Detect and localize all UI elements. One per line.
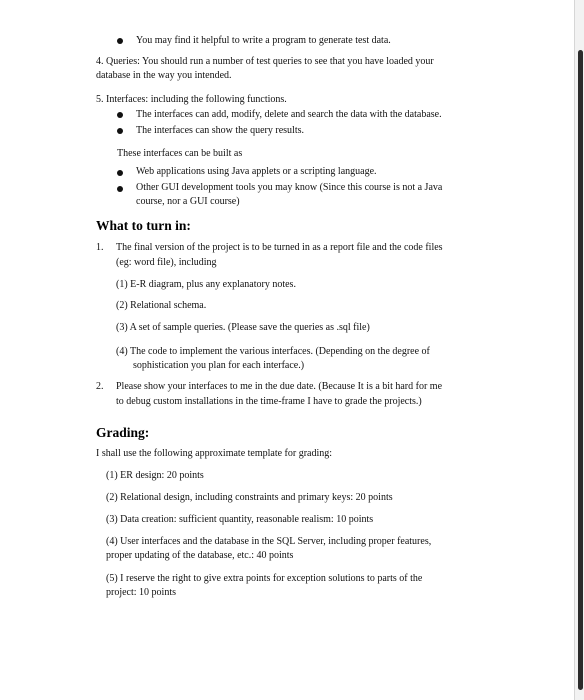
turn-in-subitem-4-line-1: (4) The code to implement the various interfaces. (Depending on the degree of [116,346,430,357]
option-web-apps: Web applications using Java applets or a scripting language. [136,166,377,177]
queries-line-2: database in the way you intended. [96,70,232,81]
turn-in-item-1-number: 1. [96,242,104,253]
bullet-icon [117,186,123,192]
grading-item-2: (2) Relational design, including constraints and primary keys: 20 points [106,492,393,503]
grading-item-4-line-1: (4) User interfaces and the database in the SQL Server, including proper features, [106,536,432,547]
turn-in-item-2-line-2: to debug custom installations in the time-frame I have to grade the projects.) [116,396,422,407]
grading-item-5-line-1: (5) I reserve the right to give extra points for exception solutions to parts of the [106,573,423,584]
turn-in-subitem-4-line-2: sophistication you plan for each interface.) [133,360,305,371]
turn-in-item-1-line-2: (eg: word file), including [116,257,217,268]
bullet-icon [117,170,123,176]
bullet-icon [117,38,123,44]
grading-intro: I shall use the following approximate template for grading: [96,448,333,459]
grading-item-5-line-2: project: 10 points [106,587,176,598]
option-gui-tools: Other GUI development tools you may know (Since this course is not a Java [136,182,443,193]
grading-heading: Grading: [96,425,150,440]
turn-in-subitem-2: (2) Relational schema. [116,300,207,311]
built-as-text: These interfaces can be built as [117,148,243,159]
turn-in-subitem-3: (3) A set of sample queries. (Please save the queries as .sql file) [116,322,370,333]
grading-item-4-line-2: proper updating of the database, etc.: 40 points [106,550,294,561]
intro-bullet-text: You may find it helpful to write a program to generate test data. [136,35,391,46]
turn-in-subitem-1: (1) E-R diagram, plus any explanatory notes. [116,279,296,290]
grading-item-1: (1) ER design: 20 points [106,470,204,481]
interfaces-bullet-1: The interfaces can add, modify, delete and search the data with the database. [136,109,442,120]
turn-in-heading: What to turn in: [96,218,191,233]
grading-item-3: (3) Data creation: sufficient quantity, reasonable realism: 10 points [106,514,374,525]
turn-in-item-2-line-1: Please show your interfaces to me in the due date. (Because It is a bit hard for me [116,381,443,392]
page-scrollbar-track[interactable] [574,0,584,700]
interfaces-title: 5. Interfaces: including the following functions. [96,94,287,105]
interfaces-bullet-2: The interfaces can show the query results. [136,125,304,136]
turn-in-item-1-line-1: The final version of the project is to be turned in as a report file and the code files [116,242,443,253]
turn-in-item-2-number: 2. [96,381,104,392]
bullet-icon [117,112,123,118]
bullet-icon [117,128,123,134]
scrollbar-thumb[interactable] [578,50,583,690]
queries-line-1: 4. Queries: You should run a number of test queries to see that you have loaded your [96,56,434,67]
option-gui-tools-cont: course, nor a GUI course) [136,196,240,207]
